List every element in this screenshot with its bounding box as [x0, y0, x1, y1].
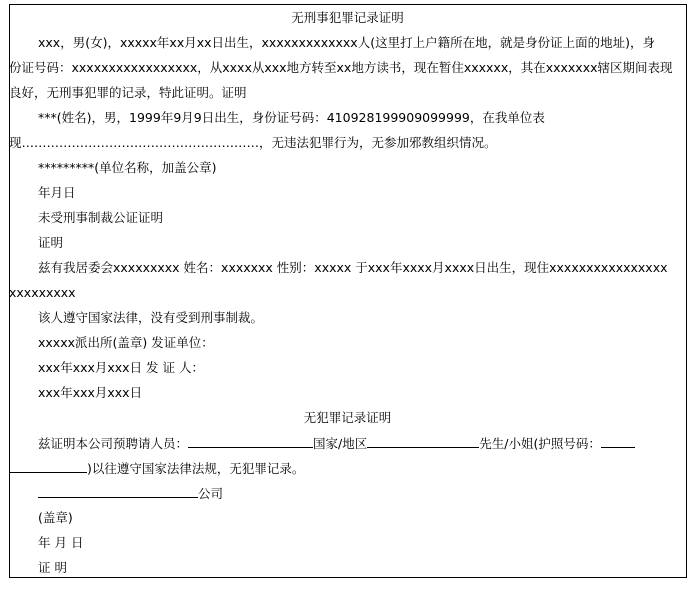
paragraph-5-cont-text: )以往遵守国家法律法规，无犯罪记录。: [87, 461, 305, 476]
paragraph-5-part-a: 兹证明本公司预聘请人员：: [38, 436, 189, 451]
paragraph-5-part-b: 国家/地区: [313, 436, 368, 451]
paragraph-3-cont: xxxxxxxxx: [9, 285, 76, 300]
paragraph-1-end: 良好，无刑事犯罪的记录，特此证明。证明: [9, 85, 247, 100]
paragraph-2-cont: 现…………………………………………………，无违法犯罪行为，无参加邪教组织情况。: [9, 135, 497, 150]
date-line: 年月日: [38, 185, 76, 200]
proof-label-2: 证 明: [38, 560, 67, 575]
company-line: [38, 485, 223, 502]
paragraph-1: xxx，男(女)，xxxxx年xx月xx日出生，xxxxxxxxxxxxx人(这里打上户籍所在地，就是身份证上面的地址)，身: [38, 35, 655, 50]
date-line-2: 年 月 日: [38, 535, 84, 550]
paragraph-5-part-c: 先生/小姐(护照号码：: [479, 436, 601, 451]
document-title: 无刑事犯罪记录证明: [291, 10, 404, 25]
issue-date-line: xxx年xxx月xxx日: [38, 385, 143, 400]
blank-country: [367, 435, 479, 448]
blank-passport-number: [9, 460, 87, 473]
paragraph-5: [38, 435, 635, 452]
paragraph-1-cont: 份证号码：xxxxxxxxxxxxxxxxx，从xxxx从xxx地方转至xx地方读书，现在暂住xxxxxx，其在xxxxxxx辖区期间表现: [9, 60, 673, 75]
blank-passport-start: [601, 435, 635, 448]
police-station-line: xxxxx派出所(盖章) 发证单位：: [38, 335, 214, 350]
stamp-line: (盖章): [38, 510, 73, 525]
section-heading: 未受刑事制裁公证证明: [38, 210, 164, 225]
proof-label: 证明: [38, 235, 64, 250]
blank-person-name: [188, 435, 313, 448]
document-title-2: 无犯罪记录证明: [303, 410, 392, 425]
paragraph-4: 该人遵守国家法律，没有受到刑事制裁。: [38, 310, 264, 325]
blank-company-name: [38, 485, 198, 498]
unit-seal-line: *********(单位名称，加盖公章): [38, 160, 217, 175]
paragraph-5-cont: [9, 460, 304, 477]
company-label: 公司: [198, 486, 224, 501]
issuer-line: xxx年xxx月xxx日 发 证 人：: [38, 360, 204, 375]
paragraph-2: ***(姓名)，男，1999年9月9日出生，身份证号码：410928199909099999，在我单位表: [38, 110, 545, 125]
paragraph-3: 兹有我居委会xxxxxxxxx 姓名：xxxxxxx 性别：xxxxx 于xxx年xxxx月xxxx日出生，现住xxxxxxxxxxxxxxxx: [38, 260, 668, 275]
